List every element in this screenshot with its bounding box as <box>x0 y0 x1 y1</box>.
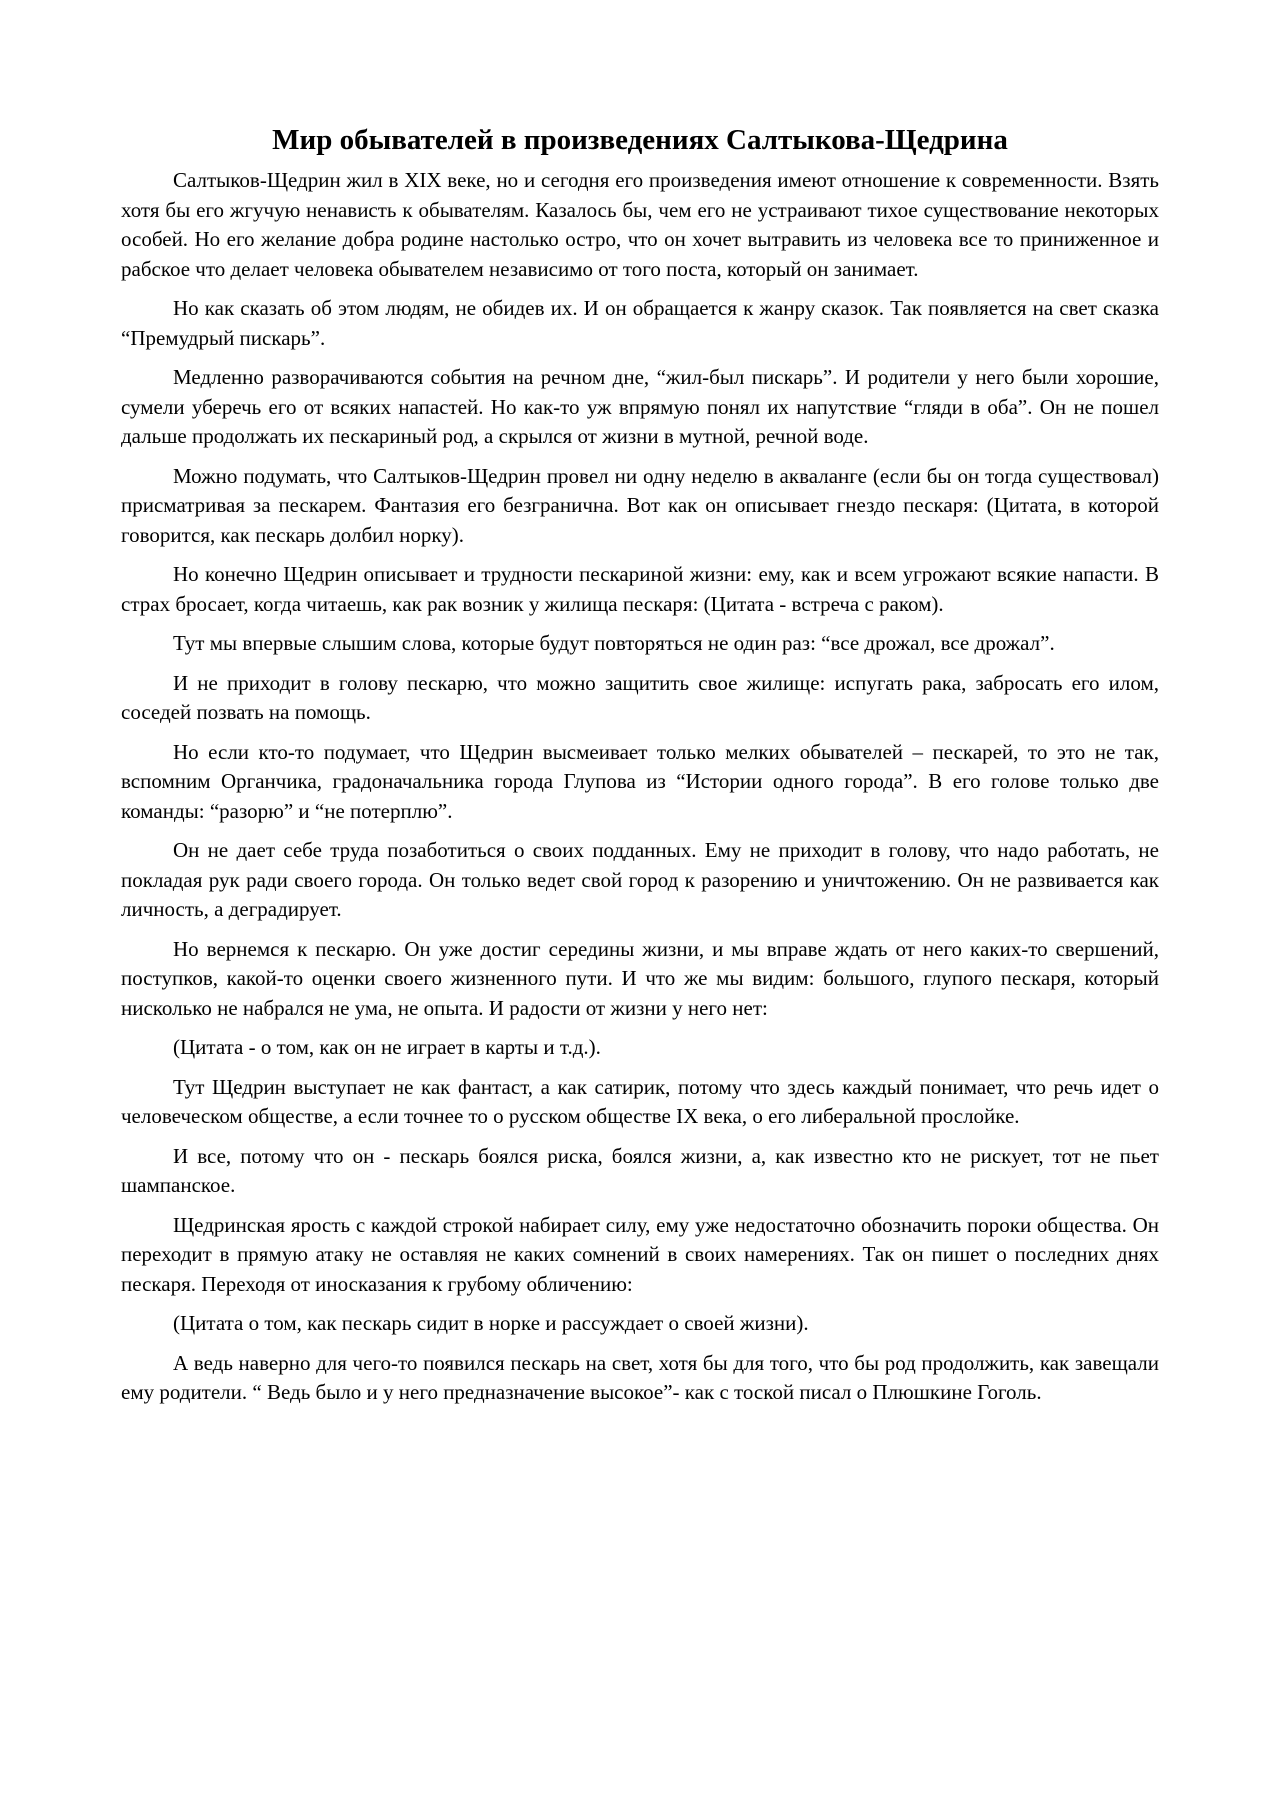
paragraph-2: Но как сказать об этом людям, не обидев их. И он обращается к жанру сказок. Так появляется на свет сказка “Премудрый пискарь”. <box>121 296 1159 350</box>
paragraph-3: Медленно разворачиваются события на речном дне, “жил-был пискарь”. И родители у него были хорошие, сумели уберечь его от всяких напастей. Но как-то уж впрямую понял их напутствие “гляди в оба”. Он не пошел дальше продолжать их пескариный род, а скрылся от жизни в мутной, речной воде. <box>121 365 1159 448</box>
paragraph-9: Он не дает себе труда позаботиться о своих подданных. Ему не приходит в голову, что надо работать, не покладая рук ради своего города. Он только ведет свой город к разорению и уничтожению. Он не развивается как личность, а деградирует. <box>121 838 1159 921</box>
paragraph-11: (Цитата - о том, как он не играет в карты и т.д.). <box>173 1035 601 1059</box>
paragraph-6: Тут мы впервые слышим слова, которые будут повторяться не один раз: “все дрожал, все дрожал”. <box>173 631 1055 655</box>
paragraph-7: И не приходит в голову пескарю, что можно защитить свое жилище: испугать рака, забросать его илом, соседей позвать на помощь. <box>121 670 1159 724</box>
paragraph-15: (Цитата о том, как пескарь сидит в норке и рассуждает о своей жизни). <box>173 1311 809 1335</box>
paragraph-12: Тут Щедрин выступает не как фантаст, а как сатирик, потому что здесь каждый понимает, что речь идет о человеческом обществе, а если точнее то о русском обществе IX века, о его либеральной прослойке. <box>121 1074 1159 1128</box>
paragraph-10: Но вернемся к пескарю. Он уже достиг середины жизни, и мы вправе ждать от него каких-то свершений, поступков, какой-то оценки своего жизненного пути. И что же мы видим: большого, глупого пескаря, который нисколько не набрался не ума, не опыта. И радости от жизни у него нет: <box>121 936 1159 1020</box>
document-title: Мир обывателей в произведениях Салтыкова-Щедрина <box>272 124 1008 156</box>
paragraph-5: Но конечно Щедрин описывает и трудности пескариной жизни: ему, как и всем угрожают всякие напасти. В страх бросает, когда читаешь, как рак возник у жилища пескаря: (Цитата - встреча с раком). <box>121 562 1159 616</box>
paragraph-14: Щедринская ярость с каждой строкой набирает силу, ему уже недостаточно обозначить пороки общества. Он переходит в прямую атаку не оставляя не каких сомнений в своих намерениях. Так он пишет о последних днях пескаря. Переходя от иносказания к грубому обличению: <box>121 1212 1159 1296</box>
paragraph-4: Можно подумать, что Салтыков-Щедрин провел ни одну неделю в акваланге (если бы он тогда существовал) присматривая за пескарем. Фантазия его безгранична. Вот как он описывает гнездо пескаря: (Цитата, в которой говорится, как пескарь долбил норку). <box>121 463 1159 547</box>
paragraph-8: Но если кто-то подумает, что Щедрин высмеивает только мелких обывателей – пескарей, то это не так, вспомним Органчика, градоначальника города Глупова из “Истории одного города”. В его голове только две команды: “разорю” и “не потерплю”. <box>121 739 1159 823</box>
paragraph-16: А ведь наверно для чего-то появился пескарь на свет, хотя бы для того, что бы род продолжить, как завещали ему родители. “ Ведь было и у него предназначение высокое”- как с тоской писал о Плюшкине Гоголь. <box>121 1350 1159 1404</box>
paragraph-1: Салтыков-Щедрин жил в XIX веке, но и сегодня его произведения имеют отношение к современности. Взять хотя бы его жгучую ненависть к обывателям. Казалось бы, чем его не устраивают тихое существование некоторых особей. Но его желание добра родине настолько остро, что он хочет вытравить из человека все то приниженное и рабское что делает человека обывателем независимо от того поста, который он занимает. <box>121 168 1159 281</box>
paragraph-13: И все, потому что он - пескарь боялся риска, боялся жизни, а, как известно кто не рискует, тот не пьет шампанское. <box>121 1143 1159 1197</box>
